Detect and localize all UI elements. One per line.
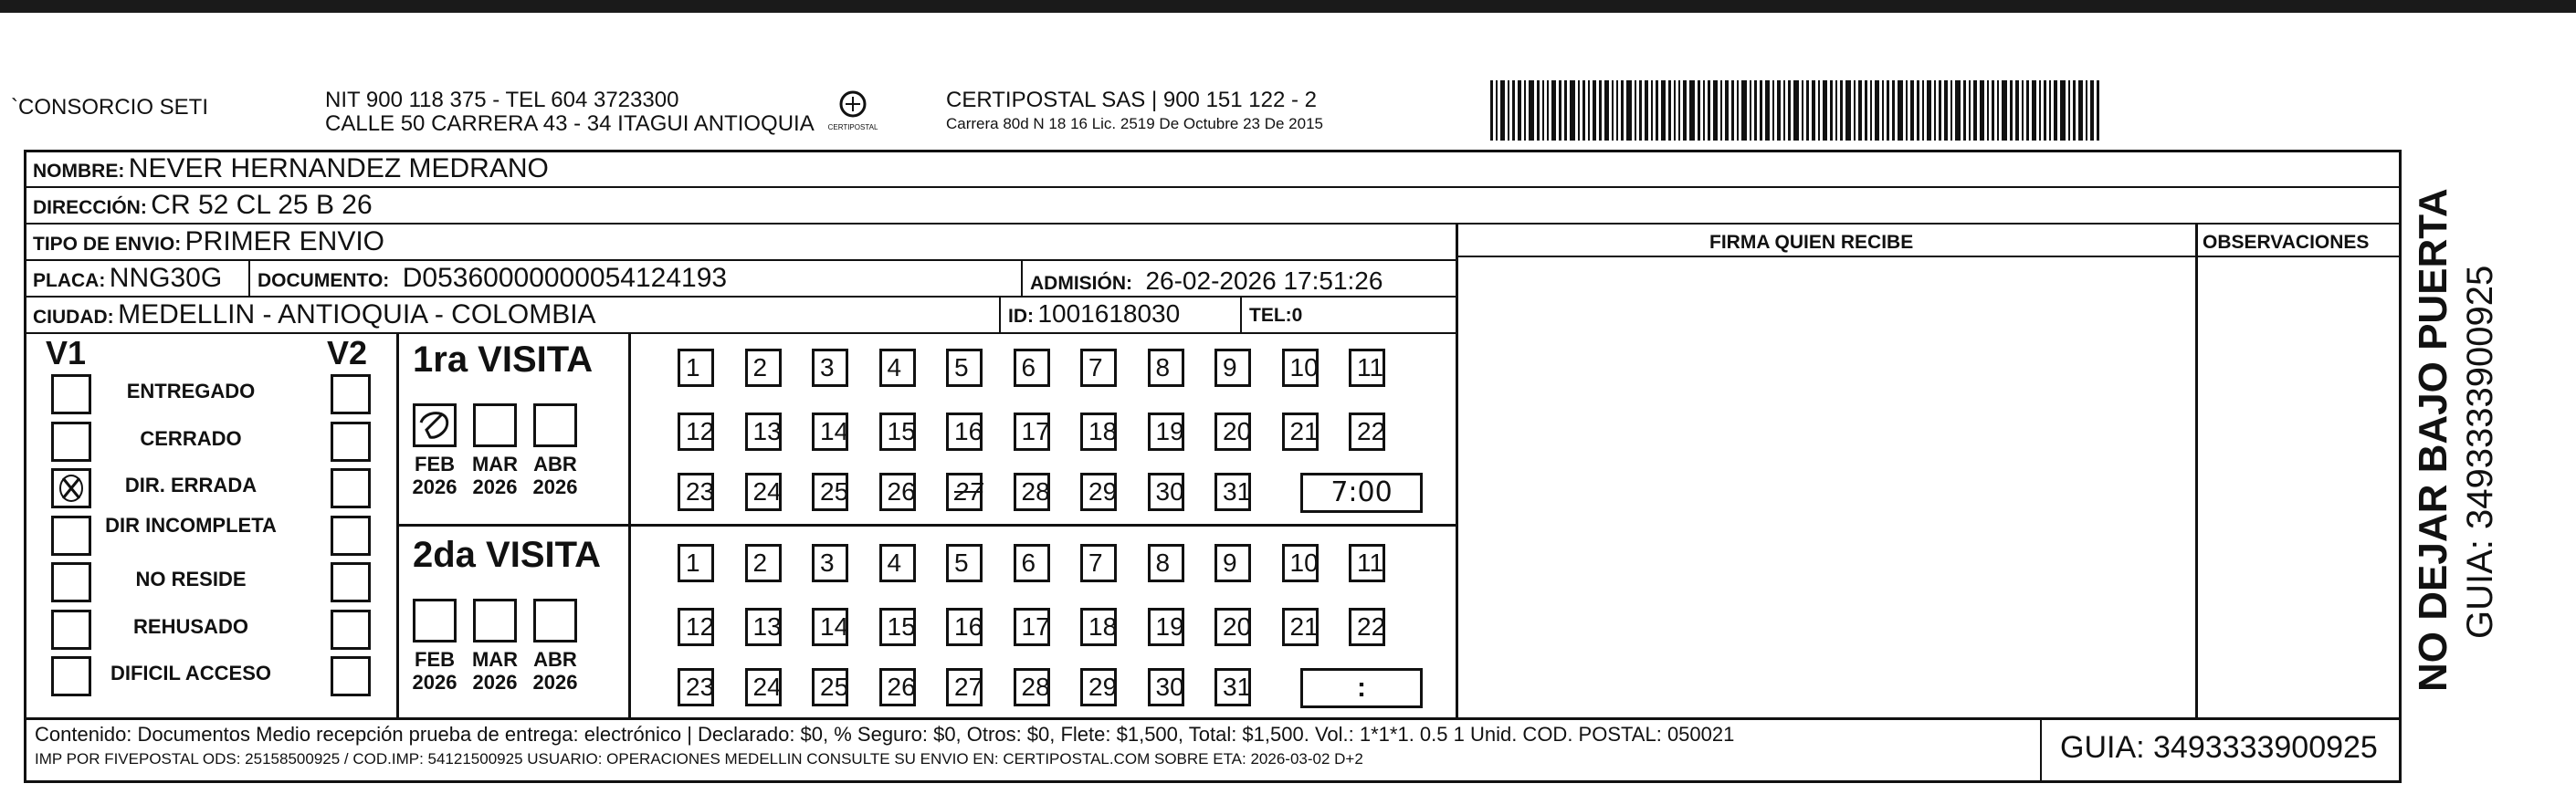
- documento-label: DOCUMENTO:: [258, 270, 390, 291]
- status-label: DIFICIL ACCESO: [110, 662, 271, 684]
- v2-checkbox[interactable]: [331, 516, 371, 556]
- v2-checkbox[interactable]: [331, 610, 371, 650]
- day-box[interactable]: 14: [812, 608, 848, 646]
- day-box[interactable]: 24: [745, 668, 782, 706]
- svg-text:CERTIPOSTAL: CERTIPOSTAL: [827, 123, 878, 131]
- admision-label: ADMISIÓN:: [1030, 273, 1132, 294]
- row-divider: [24, 186, 2402, 188]
- side-guia: GUIA: 3493333900925: [2460, 265, 2500, 639]
- direccion-value: CR 52 CL 25 B 26: [151, 190, 373, 220]
- month-checkbox[interactable]: [413, 403, 457, 447]
- day-box[interactable]: 16: [946, 608, 983, 646]
- day-box[interactable]: 25: [812, 668, 848, 706]
- v2-checkbox[interactable]: [331, 562, 371, 602]
- nombre-label: NOMBRE:: [33, 161, 125, 182]
- col-divider: [248, 259, 250, 296]
- tel-label: TEL:: [1249, 305, 1292, 326]
- documento-field: [258, 263, 727, 294]
- row-divider: [396, 524, 1457, 527]
- tel-field: [1249, 305, 1302, 327]
- day-box[interactable]: 18: [1080, 608, 1117, 646]
- month-label: [468, 648, 522, 694]
- day-box[interactable]: 1: [678, 544, 714, 582]
- id-value: 1001618030: [1037, 299, 1181, 328]
- day-box[interactable]: 30: [1148, 668, 1184, 706]
- placa-field: [33, 263, 222, 294]
- day-box[interactable]: 2: [745, 544, 782, 582]
- tel-value: 0: [1291, 305, 1303, 326]
- table-border: [24, 780, 2402, 783]
- col-divider: [2040, 717, 2042, 783]
- day-box[interactable]: 17: [1014, 608, 1050, 646]
- day-box[interactable]: 11: [1349, 544, 1385, 582]
- day-box[interactable]: 27: [946, 668, 983, 706]
- day-box[interactable]: 5: [946, 544, 983, 582]
- ciudad-value: MEDELLIN - ANTIOQUIA - COLOMBIA: [118, 299, 596, 329]
- status-label: ENTREGADO: [126, 380, 256, 402]
- nombre-row: [33, 153, 549, 184]
- v2-checkbox[interactable]: [331, 656, 371, 696]
- day-box[interactable]: 3: [812, 349, 848, 387]
- col-divider: [999, 296, 1001, 332]
- day-box[interactable]: 10: [1282, 544, 1319, 582]
- month-label: [407, 648, 462, 694]
- first-visit-time: [1300, 473, 1423, 513]
- tipo-value: PRIMER ENVIO: [184, 226, 385, 256]
- col-divider: [1021, 259, 1023, 296]
- row-divider: [24, 332, 1457, 334]
- day-box[interactable]: 17: [1014, 413, 1050, 451]
- day-box[interactable]: 8: [1148, 349, 1184, 387]
- day-box[interactable]: 4: [879, 349, 916, 387]
- day-box[interactable]: 23: [678, 473, 714, 511]
- day-box[interactable]: 3: [812, 544, 848, 582]
- day-box[interactable]: 10: [1282, 349, 1319, 387]
- status-label: REHUSADO: [133, 614, 248, 638]
- documento-value: D05360000000054124193: [402, 263, 728, 293]
- direccion-label: DIRECCIÓN:: [33, 197, 147, 218]
- status-label: CERRADO: [140, 426, 242, 450]
- day-box[interactable]: 22: [1349, 413, 1385, 451]
- month-checkbox[interactable]: [473, 403, 517, 447]
- v2-checkbox[interactable]: [331, 422, 371, 462]
- row-divider: [24, 717, 2402, 720]
- day-box[interactable]: 30: [1148, 473, 1184, 511]
- certipostal-info: CERTIPOSTAL SAS | 900 151 122 - 2: [946, 88, 1317, 112]
- month-checkbox[interactable]: [473, 599, 517, 643]
- day-box[interactable]: 1: [678, 349, 714, 387]
- first-visit-time-value: 7:00: [1330, 476, 1393, 508]
- day-box[interactable]: 20: [1214, 608, 1251, 646]
- day-box[interactable]: 20: [1214, 413, 1251, 451]
- v1-label: V1: [46, 334, 87, 371]
- month-name: FEB: [415, 453, 455, 475]
- month-label: [528, 453, 583, 498]
- admision-field: [1030, 266, 1383, 296]
- month-year: 2026: [532, 475, 578, 498]
- day-box[interactable]: 28: [1014, 473, 1050, 511]
- row-divider: [24, 259, 1457, 261]
- day-box[interactable]: 15: [879, 413, 916, 451]
- v2-checkbox[interactable]: [331, 468, 371, 508]
- table-border: [2399, 150, 2402, 783]
- month-checkbox[interactable]: [533, 599, 577, 643]
- day-box[interactable]: 21: [1282, 608, 1319, 646]
- day-box[interactable]: 9: [1214, 544, 1251, 582]
- month-label: [468, 453, 522, 498]
- day-box[interactable]: 19: [1148, 413, 1184, 451]
- second-visit-time-value: :: [1357, 673, 1366, 703]
- day-box[interactable]: 4: [879, 544, 916, 582]
- placa-label: PLACA:: [33, 270, 106, 291]
- day-box[interactable]: 6: [1014, 349, 1050, 387]
- certipostal-logo: [827, 88, 878, 139]
- month-checkbox[interactable]: [413, 599, 457, 643]
- status-label: NO RESIDE: [135, 568, 247, 590]
- second-visit-title: 2da VISITA: [413, 535, 601, 575]
- month-year: 2026: [532, 671, 578, 694]
- month-name: MAR: [471, 453, 519, 475]
- license-info: Carrera 80d N 18 16 Lic. 2519 De Octubre 23 De 2015: [946, 115, 1323, 132]
- status-label: DIR. ERRADA: [124, 474, 258, 496]
- nit-phone: NIT 900 118 375 - TEL 604 3723300: [325, 88, 679, 112]
- barcode: [1490, 80, 2221, 141]
- col-divider: [1456, 223, 1458, 719]
- footer-guia: GUIA: 3493333900925: [2060, 730, 2378, 765]
- day-box[interactable]: 8: [1148, 544, 1184, 582]
- month-year: 2026: [412, 475, 457, 498]
- day-box[interactable]: 19: [1148, 608, 1184, 646]
- col-divider: [1240, 296, 1242, 332]
- day-box[interactable]: 28: [1014, 668, 1050, 706]
- id-field: [1008, 299, 1180, 329]
- v2-checkbox[interactable]: [331, 374, 371, 414]
- check-mark-icon: [415, 406, 454, 444]
- day-box[interactable]: 21: [1282, 413, 1319, 451]
- day-box[interactable]: 12: [678, 608, 714, 646]
- day-box[interactable]: 26: [879, 668, 916, 706]
- footer-imp: IMP POR FIVEPOSTAL ODS: 25158500925 / COD.IMP: 54121500925 USUARIO: OPERACIONES MEDELLIN CONSULTE SU ENVIO EN: CERTIPOSTAL.COM SOBRE ETA: 2026-03-02 D+2: [35, 750, 1363, 768]
- second-visit-time: [1300, 668, 1423, 708]
- footer-contenido: Contenido: Documentos Medio recepción prueba de entrega: electrónico | Declarado: $0, % Seguro: $0, Otros: $0, Flete: $1,500, Total: $1,500. Vol.: 1*1*1. 0.5 1 Unid. COD. POSTAL: 050021: [35, 723, 1735, 746]
- ciudad-field: [33, 299, 596, 330]
- day-box[interactable]: 27: [946, 473, 983, 511]
- day-box[interactable]: 7: [1080, 349, 1117, 387]
- day-box[interactable]: 23: [678, 668, 714, 706]
- day-box[interactable]: 12: [678, 413, 714, 451]
- month-year: 2026: [412, 671, 457, 694]
- day-box[interactable]: 29: [1080, 668, 1117, 706]
- month-label: [528, 648, 583, 694]
- day-box[interactable]: 31: [1214, 668, 1251, 706]
- day-box[interactable]: 6: [1014, 544, 1050, 582]
- observaciones-label: OBSERVACIONES: [2203, 232, 2370, 253]
- day-box[interactable]: 11: [1349, 349, 1385, 387]
- tipo-label: TIPO DE ENVIO:: [33, 234, 182, 255]
- day-box[interactable]: 24: [745, 473, 782, 511]
- admision-value: 26-02-2026 17:51:26: [1145, 266, 1383, 295]
- day-box[interactable]: 29: [1080, 473, 1117, 511]
- day-box[interactable]: 7: [1080, 544, 1117, 582]
- col-divider: [2195, 223, 2198, 719]
- day-box[interactable]: 22: [1349, 608, 1385, 646]
- ciudad-label: CIUDAD:: [33, 307, 114, 328]
- month-name: ABR: [533, 453, 577, 475]
- firma-label: FIRMA QUIEN RECIBE: [1709, 232, 1914, 253]
- day-box[interactable]: 14: [812, 413, 848, 451]
- row-divider: [24, 223, 2402, 225]
- day-box[interactable]: 26: [879, 473, 916, 511]
- month-year: 2026: [472, 671, 518, 694]
- tipo-row: [33, 226, 384, 257]
- month-name: MAR: [471, 648, 519, 671]
- placa-value: NNG30G: [109, 263, 223, 293]
- status-label: DIR INCOMPLETA: [105, 513, 277, 537]
- month-year: 2026: [472, 475, 518, 498]
- row-divider: [24, 296, 1457, 298]
- day-box[interactable]: 25: [812, 473, 848, 511]
- side-notice: NO DEJAR BAJO PUERTA: [2411, 188, 2455, 692]
- day-box[interactable]: 13: [745, 608, 782, 646]
- table-border: [24, 150, 26, 783]
- day-box[interactable]: 13: [745, 413, 782, 451]
- month-name: FEB: [415, 648, 455, 671]
- company-address: CALLE 50 CARRERA 43 - 34 ITAGUI ANTIOQUIA: [325, 111, 815, 136]
- first-visit-title: 1ra VISITA: [413, 340, 594, 380]
- company-name: `CONSORCIO SETI: [11, 95, 209, 120]
- day-box[interactable]: 31: [1214, 473, 1251, 511]
- day-box[interactable]: 9: [1214, 349, 1251, 387]
- v2-label: V2: [327, 334, 368, 371]
- direccion-row: [33, 190, 373, 221]
- day-box[interactable]: 2: [745, 349, 782, 387]
- day-box[interactable]: 15: [879, 608, 916, 646]
- id-label: ID:: [1008, 306, 1034, 327]
- nombre-value: NEVER HERNANDEZ MEDRANO: [128, 153, 549, 183]
- top-border: [0, 0, 2576, 13]
- table-border: [24, 150, 2402, 152]
- month-label: [407, 453, 462, 498]
- month-checkbox[interactable]: [533, 403, 577, 447]
- day-box[interactable]: 16: [946, 413, 983, 451]
- row-divider: [1457, 256, 2402, 257]
- month-name: ABR: [533, 648, 577, 671]
- day-box[interactable]: 5: [946, 349, 983, 387]
- day-box[interactable]: 18: [1080, 413, 1117, 451]
